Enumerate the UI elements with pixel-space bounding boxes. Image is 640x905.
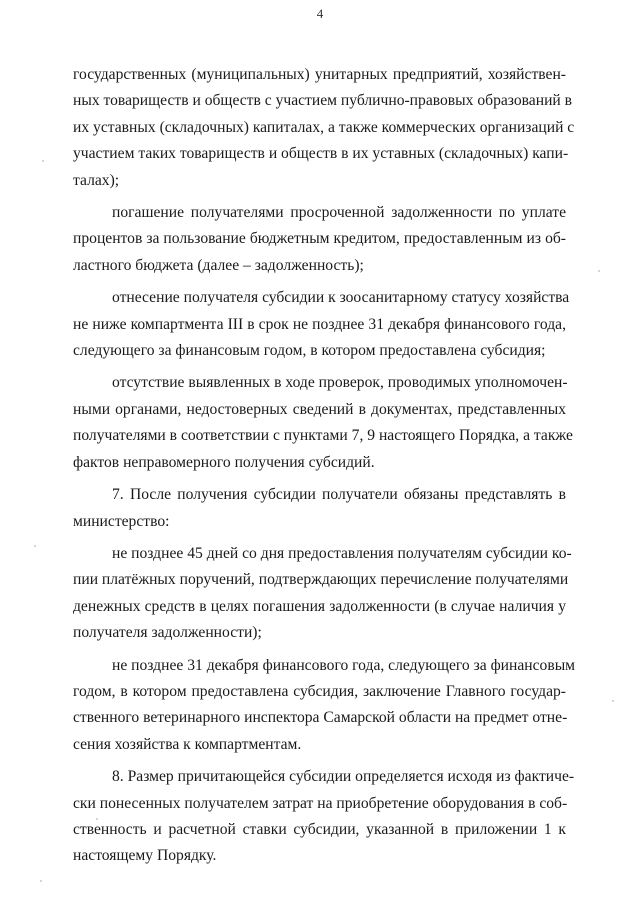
- scan-speck: [42, 160, 44, 162]
- text-line: их уставных (складочных) капиталах, а также коммерческих организаций с: [73, 118, 575, 136]
- text-line: фактов неправомерного получения субсидий.: [73, 453, 375, 471]
- text-line: ски понесенных получателем затрат на приобретение оборудования в соб-: [73, 794, 568, 812]
- text-line: получателями в соответствии с пунктами 7, 9 настоящего Порядка, а также: [73, 427, 573, 445]
- paragraph: [73, 200, 566, 279]
- text-line: не позднее 31 декабря финансового года, следующего за финансовым: [112, 656, 576, 674]
- text-line: не позднее 45 дней со дня предоставления получателям субсидии ко-: [112, 544, 572, 562]
- text-line: государственных (муниципальных) унитарных предприятий, хозяйствен-: [73, 66, 566, 83]
- text-line: 7. После получения субсидии получатели обязаны представлять в: [112, 486, 566, 504]
- text-line: годом, в котором предоставлена субсидия, заключение Главного государ-: [73, 682, 566, 700]
- document-body: [73, 62, 576, 870]
- text-line: талах);: [73, 171, 120, 189]
- paragraph: [73, 370, 573, 476]
- scan-speck: [598, 270, 600, 272]
- text-line: отсутствие выявленных в ходе проверок, проводимых уполномочен-: [112, 374, 568, 392]
- text-line: пии платёжных поручений, подтверждающих перечисление получателями: [73, 571, 569, 589]
- paragraph: [73, 653, 576, 759]
- text-line: ных товариществ и обществ с участием публично-правовых образований в: [73, 92, 573, 110]
- text-line: следующего за финансовым годом, в котором предоставлена субсидия;: [73, 342, 546, 360]
- text-line: отнесение получателя субсидии к зоосанитарному статусу хозяйства: [112, 289, 570, 307]
- text-line: сения хозяйства к компартментам.: [73, 735, 302, 753]
- paragraph: [73, 764, 575, 870]
- text-line: министерство:: [73, 512, 170, 530]
- paragraph: [73, 62, 575, 194]
- text-line: погашение получателями просроченной задолженности по уплате: [112, 204, 566, 222]
- page-number: 4: [316, 6, 324, 21]
- paragraph: [73, 541, 572, 647]
- text-line: ственного ветеринарного инспектора Самарской области на предмет отне-: [73, 709, 568, 727]
- text-line: ластного бюджета (далее – задолженность);: [73, 256, 364, 274]
- scan-speck: [40, 880, 42, 882]
- paragraph: [73, 482, 566, 535]
- text-line: ственность и расчетной ставки субсидии, указанной в приложении 1 к: [73, 820, 566, 838]
- text-line: не ниже компартмента III в срок не позднее 31 декабря финансового года,: [73, 315, 566, 333]
- text-line: ными органами, недостоверных сведений в документах, представленных: [73, 400, 566, 418]
- text-line: 8. Размер причитающейся субсидии определяется исходя из фактиче-: [112, 768, 575, 786]
- text-line: участием таких товариществ и обществ в их уставных (складочных) капи-: [73, 145, 569, 163]
- text-line: процентов за пользование бюджетным кредитом, предоставленным из об-: [73, 230, 566, 248]
- text-line: настоящему Порядку.: [73, 847, 217, 865]
- text-line: получателя задолженности);: [73, 624, 262, 642]
- scan-speck: [96, 818, 98, 820]
- scan-speck: [612, 700, 614, 702]
- text-line: денежных средств в целях погашения задолженности (в случае наличия у: [73, 597, 566, 615]
- paragraph: [73, 285, 570, 364]
- scan-speck: [34, 545, 36, 547]
